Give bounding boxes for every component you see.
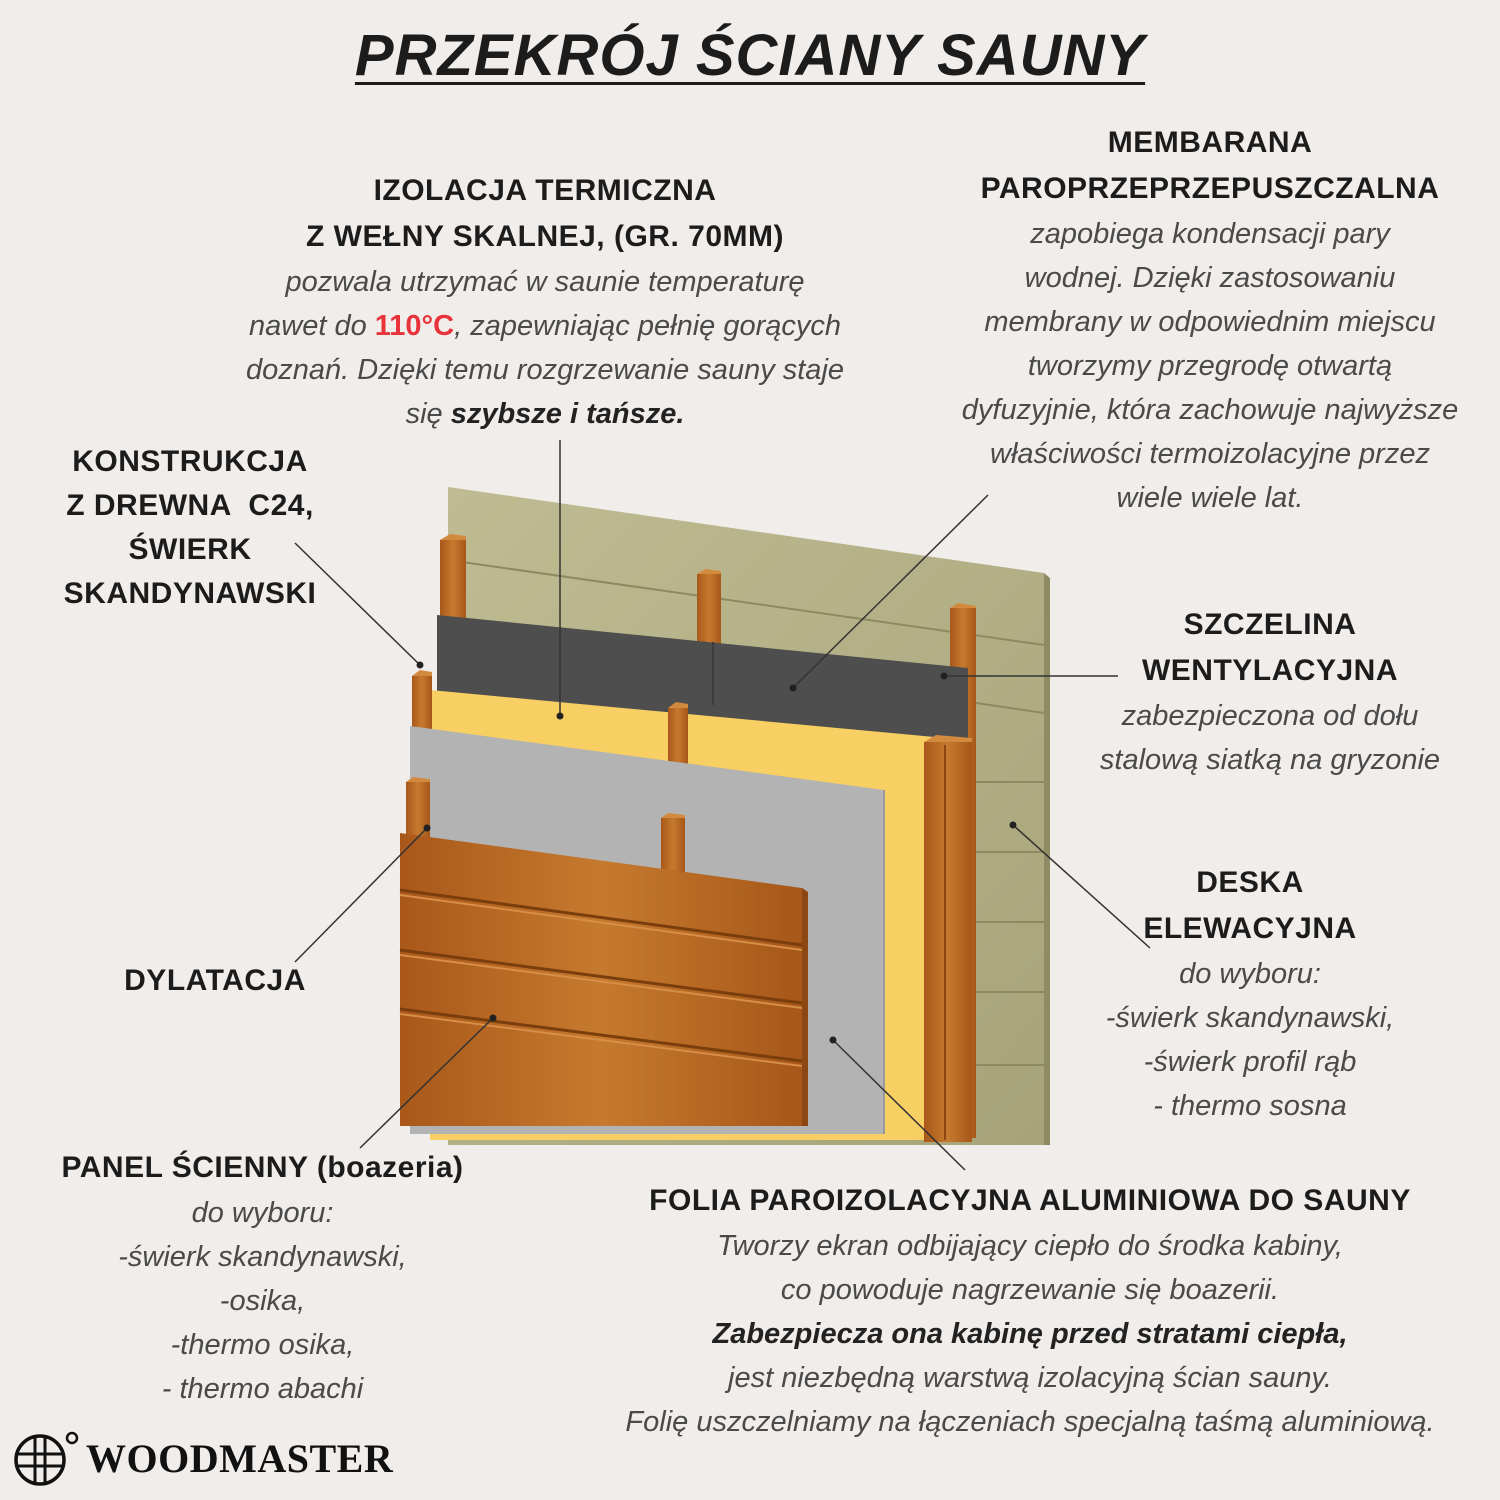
- ventilation-gap-callout: [1060, 602, 1480, 782]
- insulation-line-2: nawet do 110°C, zapewniając pełnię gorących: [249, 310, 841, 342]
- panel-line: -thermo osika,: [170, 1329, 355, 1361]
- ventilation-heading-2: WENTYLACYJNA: [1141, 654, 1398, 687]
- facade-heading-1: DESKA: [1196, 866, 1304, 899]
- membrane-line: wodnej. Dzięki zastosowaniu: [1024, 262, 1396, 294]
- panel-line: -świerk skandynawski,: [118, 1241, 407, 1273]
- facade-line: do wyboru:: [1179, 958, 1321, 990]
- foil-heading: FOLIA PAROIZOLACYJNA ALUMINIOWA DO SAUNY: [649, 1184, 1411, 1217]
- logo-text: WOODMASTER: [86, 1435, 394, 1481]
- insulation-heading-2: Z WEŁNY SKALNEJ, (GR. 70MM): [306, 220, 784, 253]
- panel-line: do wyboru:: [191, 1197, 334, 1229]
- construction-line: ŚWIERK: [128, 533, 252, 566]
- membrane-heading-2: PAROPRZEPRZEPUSZCZALNA: [980, 172, 1440, 205]
- construction-line: SKANDYNAWSKI: [63, 577, 317, 610]
- foil-line-2: co powoduje nagrzewanie się boazerii.: [780, 1274, 1280, 1306]
- membrane-line: membrany w odpowiednim miejscu: [984, 306, 1436, 338]
- facade-heading-2: ELEWACYJNA: [1143, 912, 1357, 945]
- membrane-callout: [915, 120, 1500, 520]
- facade-line: -świerk profil rąb: [1143, 1046, 1357, 1078]
- foil-line-1: Tworzy ekran odbijający ciepło do środka kabiny,: [717, 1230, 1343, 1262]
- expansion-heading: DYLATACJA: [124, 964, 306, 997]
- insulation-line-3: doznań. Dzięki temu rozgrzewanie sauny staje: [245, 354, 845, 386]
- foil-line-3: Zabezpiecza ona kabinę przed stratami ciepła,: [712, 1318, 1348, 1350]
- page-title: PRZEKRÓJ ŚCIANY SAUNY: [354, 23, 1146, 88]
- construction-callout: [40, 440, 340, 616]
- temperature-value: 110°C: [374, 310, 455, 342]
- construction-line: KONSTRUKCJA: [72, 445, 308, 478]
- wall-panel-callout: [20, 1145, 505, 1411]
- insulation-callout: [190, 168, 900, 436]
- ventilation-line: stalową siatką na gryzonie: [1099, 744, 1441, 776]
- membrane-line: właściwości termoizolacyjne przez: [990, 438, 1430, 470]
- foil-callout: [545, 1178, 1500, 1444]
- foil-line-4: jest niezbędną warstwą izolacyjną ścian sauny.: [728, 1362, 1332, 1394]
- foil-line-5: Folię uszczelniamy na łączeniach specjalną taśmą aluminiową.: [625, 1406, 1435, 1438]
- membrane-line: zapobiega kondensacji pary: [1030, 218, 1390, 250]
- woodmaster-logo: [10, 1428, 393, 1488]
- insulation-line-4: się szybsze i tańsze.: [405, 398, 685, 430]
- membrane-line: tworzymy przegrodę otwartą: [1027, 350, 1393, 382]
- woodmaster-logo-icon: [10, 1428, 80, 1488]
- construction-line: Z DREWNA C24,: [66, 489, 314, 522]
- membrane-heading-1: MEMBARANA: [1107, 126, 1313, 159]
- facade-line: -świerk skandynawski,: [1105, 1002, 1395, 1034]
- membrane-line: wiele wiele lat.: [1116, 482, 1304, 514]
- panel-line: - thermo abachi: [161, 1373, 364, 1405]
- facade-line: - thermo sosna: [1153, 1090, 1347, 1122]
- insulation-heading-1: IZOLACJA TERMICZNA: [373, 174, 717, 207]
- panel-heading: PANEL ŚCIENNY (boazeria): [61, 1151, 464, 1184]
- panel-line: -osika,: [219, 1285, 306, 1317]
- facade-board-callout: [1060, 860, 1440, 1128]
- expansion-gap-callout: [90, 958, 340, 1004]
- ventilation-line: zabezpieczona od dołu: [1121, 700, 1419, 732]
- insulation-line-1: pozwala utrzymać w saunie temperaturę: [285, 266, 805, 298]
- membrane-line: dyfuzyjnie, która zachowuje najwyższe: [961, 394, 1459, 426]
- ventilation-heading-1: SZCZELINA: [1183, 608, 1357, 641]
